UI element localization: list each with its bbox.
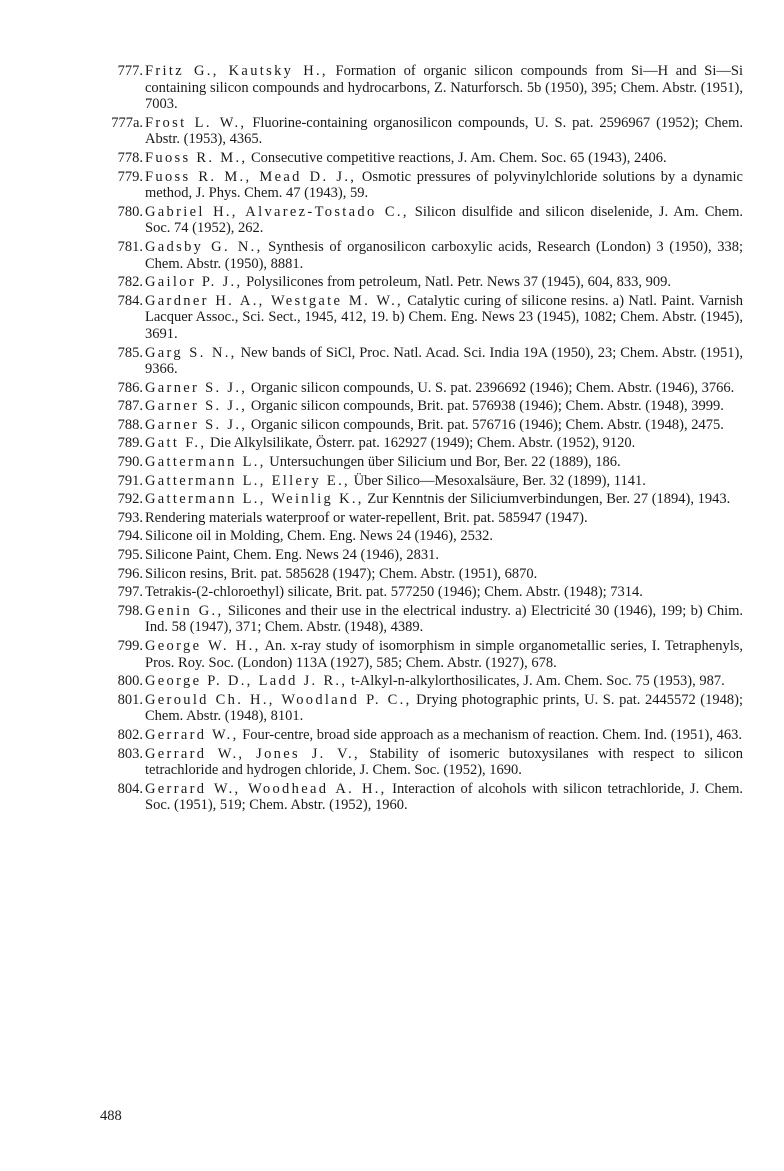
reference-authors: Garner S. J.,: [145, 379, 248, 396]
reference-text: Polysilicones from petroleum, Natl. Petr. News 37 (1945), 604, 833, 909.: [242, 274, 671, 291]
reference-text: Über Silico—Mesoxalsäure, Ber. 32 (1899), 1141.: [349, 472, 646, 489]
reference-entry: [98, 239, 743, 272]
reference-authors: Gerould Ch. H., Woodland P. C.,: [145, 691, 412, 708]
reference-number: 797.: [117, 584, 143, 601]
reference-text: Catalytic curing of silicone resins. a) Natl. Paint. Varnish Lacquer Assoc., Sci. Sect., 1945, 412, 19. b) Chem. Eng. News 23 (1945), 1082; Chem. Abstr. (1945), 3691.: [145, 292, 743, 342]
reference-number: 782.: [117, 274, 143, 291]
reference-number: 777a.: [111, 114, 143, 131]
reference-entry: [98, 528, 743, 545]
reference-authors: Gabriel H., Alvarez-Tostado C.,: [145, 203, 409, 220]
reference-entry: [98, 380, 743, 397]
reference-text: Organic silicon compounds, Brit. pat. 576938 (1946); Chem. Abstr. (1948), 3999.: [247, 398, 724, 415]
reference-number: 800.: [117, 673, 143, 690]
reference-number: 778.: [117, 149, 143, 166]
reference-authors: Gerrard W., Jones J. V.,: [145, 745, 360, 762]
reference-text: Untersuchungen über Silicium und Bor, Ber. 22 (1889), 186.: [265, 454, 621, 471]
reference-text: Silicones and their use in the electrical industry. a) Electricité 30 (1946), 199; b) Chim. Ind. 58 (1947), 371; Chem. Abstr. (1948), 4389.: [145, 602, 743, 636]
reference-number: 794.: [117, 528, 143, 545]
reference-authors: Gattermann L.,: [145, 454, 266, 471]
reference-entry: [98, 115, 743, 148]
reference-number: 791.: [117, 472, 143, 489]
reference-authors: Garner S. J.,: [145, 398, 248, 415]
reference-text: Die Alkylsilikate, Österr. pat. 162927 (1949); Chem. Abstr. (1952), 9120.: [206, 435, 636, 452]
reference-number: 796.: [117, 565, 143, 582]
reference-authors: George W. H.,: [145, 638, 261, 654]
reference-text: Silicon disulfide and silicon diselenide, J. Am. Chem. Soc. 74 (1952), 262.: [145, 203, 743, 237]
reference-text: Fluorine-containing organosilicon compounds, U. S. pat. 2596967 (1952); Chem. Abstr. (1953), 4365.: [145, 114, 743, 148]
reference-number: 786.: [117, 379, 143, 396]
reference-text: Synthesis of organosilicon carboxylic acids, Research (London) 3 (1950), 338; Chem. Abstr. (1950), 8881.: [145, 238, 743, 272]
reference-entry: [98, 727, 743, 744]
reference-entry: [98, 204, 743, 237]
reference-entry: [98, 746, 743, 779]
reference-entry: [98, 63, 743, 113]
reference-entry: [98, 547, 743, 564]
reference-text: Consecutive competitive reactions, J. Am. Chem. Soc. 65 (1943), 2406.: [247, 149, 667, 166]
reference-text: Organic silicon compounds, Brit. pat. 576716 (1946); Chem. Abstr. (1948), 2475.: [247, 416, 724, 433]
reference-number: 777.: [117, 63, 143, 79]
reference-authors: George P. D., Ladd J. R.,: [145, 673, 348, 690]
reference-authors: Fuoss R. M.,: [145, 149, 248, 166]
reference-number: 799.: [117, 638, 143, 654]
reference-number: 781.: [117, 238, 143, 255]
reference-number: 788.: [117, 416, 143, 433]
reference-text: Silicone Paint, Chem. Eng. News 24 (1946), 2831.: [145, 547, 440, 564]
reference-number: 801.: [117, 691, 143, 708]
reference-number: 802.: [117, 726, 143, 743]
reference-number: 784.: [117, 292, 143, 309]
reference-entry: [98, 274, 743, 291]
reference-entry: [98, 781, 743, 814]
reference-text: Rendering materials waterproof or water-repellent, Brit. pat. 585947 (1947).: [145, 509, 588, 526]
reference-number: 803.: [117, 745, 143, 762]
reference-entry: [98, 491, 743, 508]
reference-entry: [98, 417, 743, 434]
reference-number: 780.: [117, 203, 143, 220]
reference-text: New bands of SiCl, Proc. Natl. Acad. Sci. India 19A (1950), 23; Chem. Abstr. (1951), 9366.: [145, 344, 743, 378]
reference-entry: [98, 510, 743, 527]
reference-authors: Garg S. N.,: [145, 344, 237, 361]
reference-number: 793.: [117, 509, 143, 526]
reference-entry: [98, 638, 743, 671]
reference-entry: [98, 692, 743, 725]
reference-text: Formation of organic silicon compounds from Si—H and Si—Si containing silicon compounds and hydrocarbons, Z. Naturforsch. 5b (1950), 395; Chem. Abstr. (1951), 7003.: [145, 63, 743, 113]
reference-number: 792.: [117, 491, 143, 508]
reference-text: Interaction of alcohols with silicon tetrachloride, J. Chem. Soc. (1951), 519; Chem. Abstr. (1952), 1960.: [145, 780, 743, 814]
reference-authors: Gerrard W., Woodhead A. H.,: [145, 780, 387, 797]
reference-authors: Fuoss R. M., Mead D. J.,: [145, 168, 357, 185]
reference-authors: Garner S. J.,: [145, 416, 248, 433]
reference-number: 785.: [117, 344, 143, 361]
reference-entry: [98, 398, 743, 415]
page-number: 488: [100, 1108, 122, 1124]
reference-text: Zur Kenntnis der Siliciumverbindungen, Ber. 27 (1894), 1943.: [363, 491, 731, 508]
reference-number: 795.: [117, 547, 143, 564]
reference-text: Drying photographic prints, U. S. pat. 2445572 (1948); Chem. Abstr. (1948), 8101.: [145, 691, 743, 725]
reference-authors: Frost L. W.,: [145, 114, 247, 131]
reference-list: [98, 63, 743, 816]
reference-authors: Gailor P. J.,: [145, 274, 243, 291]
reference-number: 779.: [117, 168, 143, 185]
reference-text: Silicon resins, Brit. pat. 585628 (1947); Chem. Abstr. (1951), 6870.: [145, 565, 538, 582]
reference-authors: Fritz G., Kautsky H.,: [145, 63, 328, 79]
reference-number: 790.: [117, 454, 143, 471]
reference-number: 787.: [117, 398, 143, 415]
reference-text: t-Alkyl-n-alkylorthosilicates, J. Am. Chem. Soc. 75 (1953), 987.: [347, 673, 725, 690]
reference-authors: Gardner H. A., Westgate M. W.,: [145, 292, 403, 309]
reference-text: Silicone oil in Molding, Chem. Eng. News 24 (1946), 2532.: [145, 528, 493, 545]
reference-entry: [98, 345, 743, 378]
reference-number: 789.: [117, 435, 143, 452]
reference-authors: Gattermann L., Weinlig K.,: [145, 491, 364, 508]
reference-authors: Gerrard W.,: [145, 726, 239, 743]
reference-number: 804.: [117, 780, 143, 797]
reference-authors: Gadsby G. N.,: [145, 238, 263, 255]
reference-text: Organic silicon compounds, U. S. pat. 2396692 (1946); Chem. Abstr. (1946), 3766.: [247, 379, 735, 396]
reference-entry: [98, 584, 743, 601]
reference-authors: Gatt F.,: [145, 435, 207, 452]
reference-entry: [98, 673, 743, 690]
reference-text: An. x-ray study of isomorphism in simple organometallic series, I. Tetraphenyls, Pros. Roy. Soc. (London) 113A (1927), 585; Chem. Abstr. (1927), 678.: [145, 638, 743, 671]
reference-text: Osmotic pressures of polyvinylchloride solutions by a dynamic method, J. Phys. Chem. 47 (1943), 59.: [145, 168, 743, 202]
reference-entry: [98, 454, 743, 471]
reference-entry: [98, 169, 743, 202]
reference-authors: Gattermann L., Ellery E.,: [145, 472, 350, 489]
reference-entry: [98, 435, 743, 452]
reference-entry: [98, 603, 743, 636]
reference-authors: Genin G.,: [145, 602, 224, 619]
reference-text: Stability of isomeric butoxysilanes with respect to silicon tetrachloride and hydrogen chloride, J. Chem. Soc. (1952), 1690.: [145, 745, 744, 779]
reference-text: Four-centre, broad side approach as a mechanism of reaction. Chem. Ind. (1951), 463.: [238, 726, 742, 743]
reference-text: Tetrakis-(2-chloroethyl) silicate, Brit. pat. 577250 (1946); Chem. Abstr. (1948); 7314.: [145, 584, 643, 601]
reference-entry: [98, 150, 743, 167]
reference-entry: [98, 566, 743, 583]
reference-entry: [98, 473, 743, 490]
reference-entry: [98, 293, 743, 343]
reference-number: 798.: [117, 602, 143, 619]
